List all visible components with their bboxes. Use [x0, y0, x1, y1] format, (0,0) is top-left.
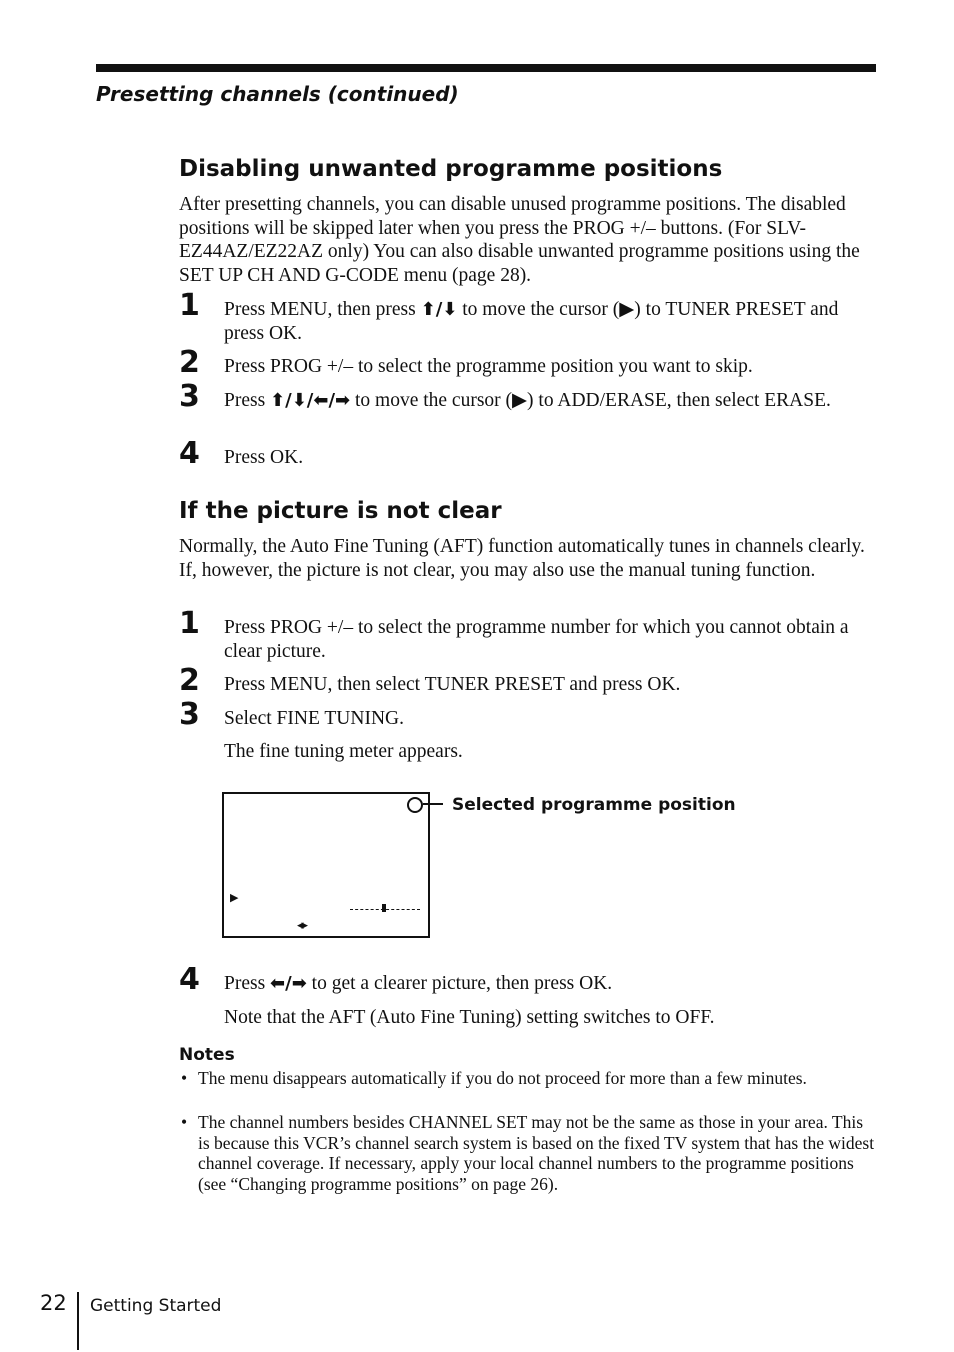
header-rule — [96, 64, 876, 72]
section-intro-picture: Normally, the Auto Fine Tuning (AFT) function automatically tunes in channels clearly. If, however, the picture is not clear, you may also use the manual tuning function. — [179, 536, 865, 581]
footer-section-name: Getting Started — [90, 1296, 222, 1316]
step-text: Press OK. — [224, 447, 304, 468]
step-number: 2 — [179, 663, 200, 698]
step-text: Press PROG +/– to select the programme position you want to skip. — [224, 356, 753, 377]
step-number: 4 — [179, 962, 200, 997]
cursor-triangle-icon: ▶ — [512, 390, 528, 411]
screen-cursor-icon: ▶ — [230, 892, 239, 904]
cursor-triangle-icon: ▶ — [619, 299, 635, 320]
step-number: 2 — [179, 345, 200, 380]
fine-tuning-marker — [382, 904, 386, 912]
step-text: Select FINE TUNING. — [224, 708, 404, 729]
section-title-picture: If the picture is not clear — [179, 498, 502, 524]
callout-label: Selected programme position — [452, 795, 736, 815]
step-number: 1 — [179, 288, 200, 323]
step-text: Press ⬆/⬇/⬅/➡ to move the cursor (▶) to ADD/ERASE, then select ERASE. — [224, 390, 831, 411]
running-title: Presetting channels (continued) — [96, 82, 459, 106]
step-number: 1 — [179, 606, 200, 641]
left-right-arrow-icon: ⬅/➡ — [270, 973, 307, 994]
notes-heading: Notes — [179, 1045, 235, 1065]
up-down-arrow-icon: ⬆/⬇ — [420, 299, 458, 320]
callout-circle-icon — [407, 797, 423, 813]
step-text: Press PROG +/– to select the programme number for which you cannot obtain a clear picture. — [224, 617, 849, 662]
step-4-result: Note that the AFT (Auto Fine Tuning) setting switches to OFF. — [224, 1007, 715, 1028]
step-3-result: The fine tuning meter appears. — [224, 741, 463, 762]
bullet-icon: • — [181, 1068, 188, 1088]
left-right-arrow-icon: ◂▸ — [297, 917, 307, 932]
section-intro-disabling: After presetting channels, you can disable unused programme positions. The disabled positions will be skipped later when you press the PROG +/– buttons. (For SLV-EZ44AZ/EZ22AZ only) You can also disable unwanted programme positions using the SET UP CH AND G-CODE menu (page 28). — [179, 194, 860, 286]
step-number: 3 — [179, 697, 200, 732]
footer-divider — [77, 1292, 79, 1350]
four-way-arrow-icon: ⬆/⬇/⬅/➡ — [270, 390, 351, 411]
section-title-disabling: Disabling unwanted programme positions — [179, 156, 723, 182]
page-number: 22 — [40, 1291, 67, 1315]
bullet-icon: • — [181, 1112, 188, 1132]
step-text: Press ⬅/➡ to get a clearer picture, then press OK. — [224, 973, 613, 994]
step-number: 4 — [179, 436, 200, 471]
callout-line — [423, 803, 443, 805]
tv-screen-illustration — [222, 792, 430, 938]
step-text: Press MENU, then select TUNER PRESET and press OK. — [224, 674, 681, 695]
step-text: Press MENU, then press ⬆/⬇ to move the cursor (▶) to TUNER PRESET and press OK. — [224, 299, 839, 344]
step-number: 3 — [179, 379, 200, 414]
